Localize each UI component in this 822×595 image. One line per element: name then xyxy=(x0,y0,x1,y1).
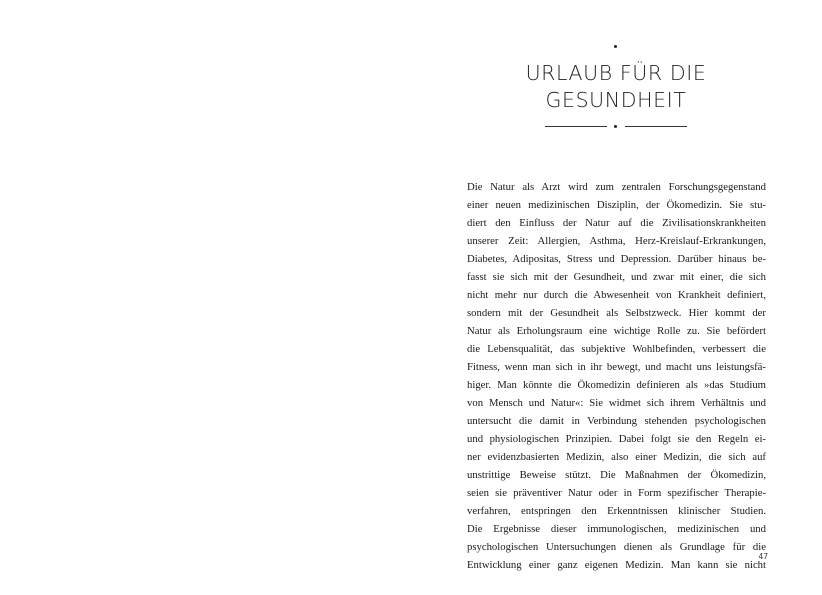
body-line: diert den Einfluss der Natur auf die Zivilisationskrankheiten xyxy=(467,217,766,229)
chapter-title-line-1: URLAUB FÜR DIE xyxy=(525,61,707,85)
body-line: psychologischen Untersuchungen dienen als Grundlage für die xyxy=(467,541,766,553)
body-line: die Lebensqualität, das subjektive Wohlbefinden, verbessert die xyxy=(467,343,766,355)
body-line: unstrittige Beweise stützt. Die Maßnahmen der Ökomedizin, xyxy=(467,469,766,481)
body-line: Die Natur als Arzt wird zum zentralen Forschungsgegenstand xyxy=(467,181,766,193)
divider-rule-left xyxy=(545,126,607,127)
divider-rule-right xyxy=(625,126,687,127)
body-line: Diabetes, Adipositas, Stress und Depression. Darüber hinaus be- xyxy=(467,253,766,265)
divider-dot xyxy=(614,125,617,128)
body-line: higer. Man könnte die Ökomedizin definieren als »das Studium xyxy=(467,379,766,391)
body-paragraph xyxy=(467,178,766,574)
body-line: Natur als Erholungsraum eine wichtige Rolle zu. Sie befördert xyxy=(467,325,766,337)
body-line: und physiologischen Prinzipien. Dabei folgt sie den Regeln ei- xyxy=(467,433,766,445)
body-line: nicht mehr nur durch die Abwesenheit von Krankheit definiert, xyxy=(467,289,766,301)
ornament-dot xyxy=(614,45,617,48)
body-line: von Mensch und Natur«: Sie widmet sich ihrem Verhältnis und xyxy=(467,397,766,409)
body-line: unserer Zeit: Allergien, Asthma, Herz-Kreislauf-Erkrankungen, xyxy=(467,235,766,247)
body-line: sondern mit der Gesundheit als Selbstzweck. Hier kommt der xyxy=(467,307,766,319)
body-line: Die Ergebnisse dieser immunologischen, medizinischen und xyxy=(467,523,766,535)
body-line: fasst sie sich mit der Gesundheit, und zwar mit einer, die sich xyxy=(467,271,766,283)
body-line: Entwicklung einer ganz eigenen Medizin. Man kann sie nicht xyxy=(467,559,766,571)
page-number: 47 xyxy=(758,552,768,561)
body-line: ner evidenzbasierten Medizin, also einer Medizin, die sich auf xyxy=(467,451,766,463)
chapter-title-line-2: GESUNDHEIT xyxy=(545,88,687,112)
body-line: verfahren, entspringen den Erkenntnissen klinischer Studien. xyxy=(467,505,766,517)
body-line: Fitness, wenn man sich in ihr bewegt, und macht uns leistungsfä- xyxy=(467,361,766,373)
title-divider xyxy=(545,124,687,129)
chapter-title xyxy=(466,60,766,114)
body-line: seien sie präventiver Natur oder in Form spezifischer Therapie- xyxy=(467,487,766,499)
body-line: untersucht die damit in Verbindung stehenden psychologischen xyxy=(467,415,766,427)
body-line: einer neuen medizinischen Disziplin, der Ökomedizin. Sie stu- xyxy=(467,199,766,211)
